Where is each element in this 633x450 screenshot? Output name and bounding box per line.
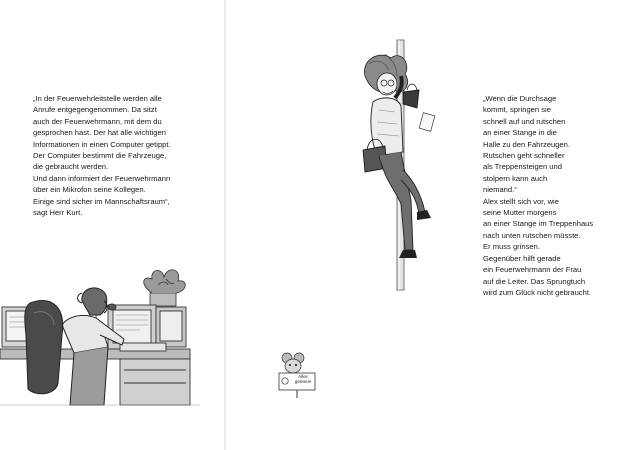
text-line: kommt, springen sie xyxy=(483,105,551,115)
text-line: die gebraucht werden. xyxy=(33,162,109,172)
text-line: Alex stellt sich vor, wie xyxy=(483,196,559,206)
text-line: auch der Feuerwehrmann, mit dem du xyxy=(33,116,162,126)
mouse-with-sign-illustration xyxy=(271,348,331,398)
mouse-sign-line-2: gelesen! xyxy=(294,379,312,384)
text-line: an einer Stange in die xyxy=(483,128,557,138)
text-line: Rutschen geht schneller xyxy=(483,151,565,161)
text-line: als Treppensteigen und xyxy=(483,162,562,172)
text-line: an einer Stange im Treppenhaus xyxy=(483,219,594,229)
text-line: stolpern kann auch xyxy=(483,173,548,183)
text-line: wird zum Glück nicht gebraucht. xyxy=(483,287,592,297)
right-page-text xyxy=(483,93,633,298)
text-line: Anrufe entgegengenommen. Da sitzt xyxy=(33,105,157,115)
mouse-sign-text xyxy=(291,374,315,384)
mouse-sign-line-1: Alles xyxy=(298,374,308,379)
text-line: nach unten rutschen müsste. xyxy=(483,230,581,240)
text-line: schnell auf und rutschen xyxy=(483,116,566,126)
text-line: Er muss grinsen. xyxy=(483,242,540,252)
text-line: auf die Leiter. Das Sprungtuch xyxy=(483,276,586,286)
text-line: Gegenüber hilft gerade xyxy=(483,253,561,263)
text-line: Einige sind sicher im Mannschaftsraum“, xyxy=(33,196,170,206)
text-line: über ein Mikrofon seine Kollegen. xyxy=(33,185,146,195)
text-line: sagt Herr Kurt. xyxy=(33,208,83,218)
left-page xyxy=(0,0,225,450)
text-line: Der Computer bestimmt die Fahrzeuge, xyxy=(33,151,167,161)
text-line: seine Mutter morgens xyxy=(483,208,557,218)
firefighter-pole-illustration xyxy=(355,40,450,290)
text-line: Halle zu den Fahrzeugen. xyxy=(483,139,570,149)
text-line: „In der Feuerwehrleitstelle werden alle xyxy=(33,94,162,103)
text-line: ein Feuerwehrmann der Frau xyxy=(483,265,582,275)
text-line: „Wenn die Durchsage xyxy=(483,94,557,103)
right-page xyxy=(225,0,594,450)
dispatcher-illustration xyxy=(0,255,225,415)
text-line: Informationen in einen Computer getippt. xyxy=(33,139,171,149)
left-page-text xyxy=(33,93,213,218)
text-line: niemand.“ xyxy=(483,185,517,195)
text-line: Und dann informiert der Feuerwehrmann xyxy=(33,173,171,183)
text-line: gesprochen hast. Der hat alle wichtigen xyxy=(33,128,166,138)
